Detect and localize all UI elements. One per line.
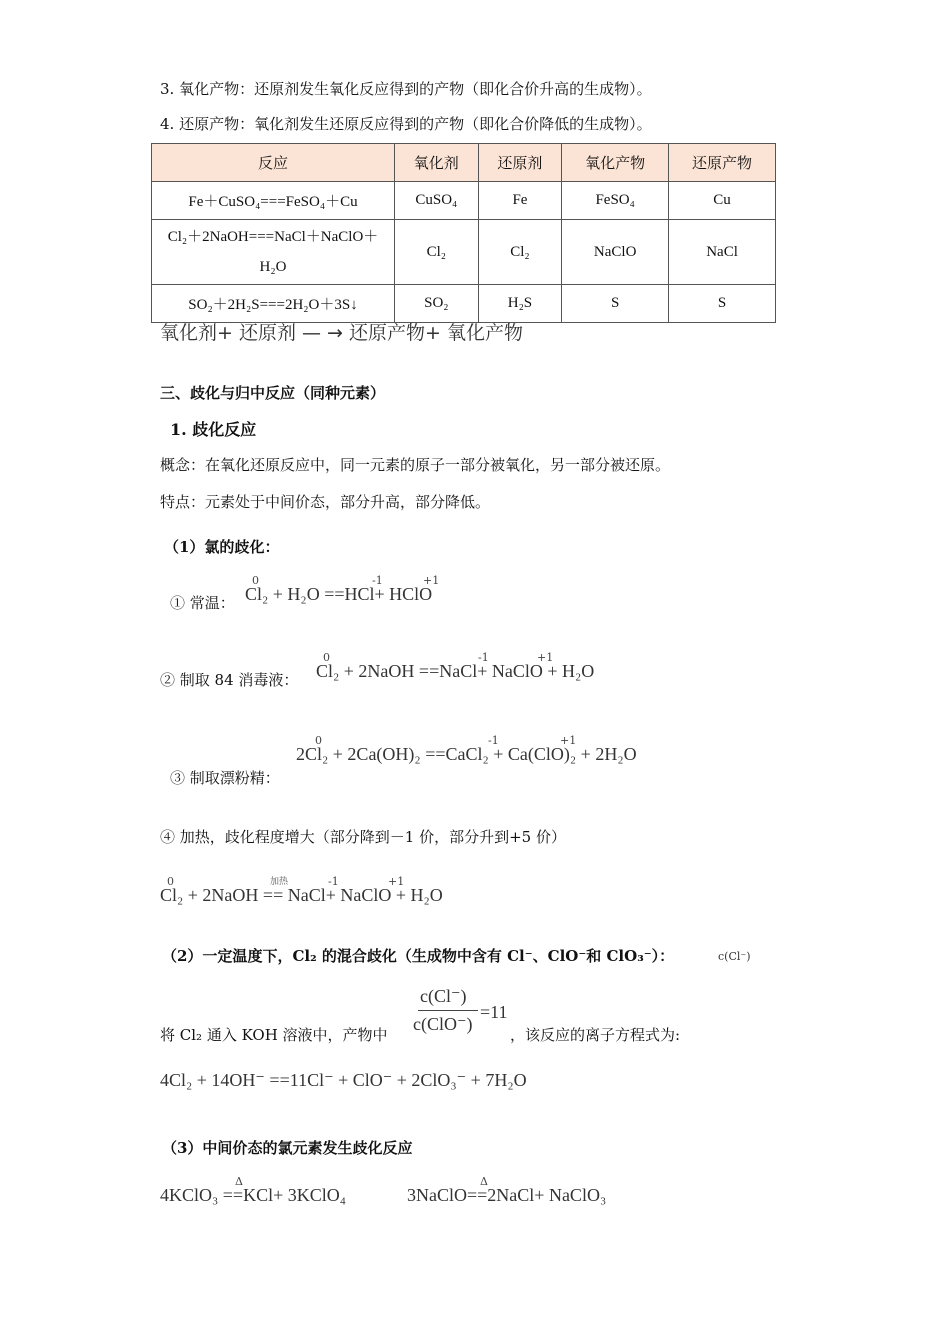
table-row [152,220,776,285]
table-cell: FeSO₄ [562,182,669,220]
equation: Cl₂ + H₂O ==HCl+ HClO [245,584,433,604]
table-cell: Cl₂ [395,220,479,285]
oxidation-number: -1 [488,734,499,747]
table-cell: Fe [478,182,562,220]
heading-intermediate-valence: （3）中间价态的氯元素发生歧化反应 [162,1139,413,1157]
reaction-condition: 加热 [270,877,289,887]
table-cell: Fe＋CuSO₄===FeSO₄＋Cu [152,182,395,220]
delta-symbol: Δ [235,1175,243,1188]
item-label: ① 常温： [170,594,235,612]
oxidation-number: +1 [388,875,405,888]
item-label: ② 制取 84 消毒液： [160,671,299,689]
oxidation-number: -1 [328,875,339,888]
oxidation-number: 0 [167,875,174,888]
heading-chlorine-disproportionation: （1）氯的歧化： [164,538,280,556]
heading-tail-text: c(Cl⁻) [718,950,751,963]
table-cell: H₂S [478,285,562,323]
table-cell: NaClO [562,220,669,285]
section-title: 三、歧化与归中反应（同种元素） [160,384,386,402]
table-cell: Cl₂＋2NaOH===NaCl＋NaClO＋H₂O [152,220,395,285]
ratio-value: =11 [480,1002,508,1022]
table-cell: SO₂ [395,285,479,323]
table-cell: S [669,285,776,323]
oxidation-number: +1 [560,734,577,747]
table-cell: Cu [669,182,776,220]
item-label: ③ 制取漂粉精： [170,769,280,787]
table-cell: S [562,285,669,323]
paragraph-reduction-product: 4. 还原产物：氧化剂发生还原反应得到的产物（即化合价降低的生成物）。 [160,115,652,133]
item-label: ④ 加热，歧化程度增大（部分降到－1 价，部分升到+5 价） [160,828,566,846]
equation: 3NaClO==2NaCl+ NaClO₃ [407,1185,607,1205]
feature-text: 特点：元素处于中间价态，部分升高，部分降低。 [160,493,491,511]
fraction-bar [418,1010,478,1011]
equation: 4KClO₃ ==KCl+ 3KClO₄ [160,1185,347,1205]
equation: Cl₂ + 2NaOH ==NaCl+ NaClO + H₂O [316,661,595,681]
table-header-cell: 氧化产物 [562,144,669,182]
subsection-title: 1. 歧化反应 [170,420,257,439]
table-cell: CuSO₄ [395,182,479,220]
ratio-numerator: c(Cl⁻) [420,986,467,1006]
table-row [152,182,776,220]
equation: 2Cl₂ + 2Ca(OH)₂ ==CaCl₂ + Ca(ClO)₂ + 2H₂O [296,744,637,764]
table-cell: SO₂＋2H₂S===2H₂O＋3S↓ [152,285,395,323]
table-cell: Cl₂ [478,220,562,285]
table-header-cell: 还原产物 [669,144,776,182]
table-cell: NaCl [669,220,776,285]
delta-symbol: Δ [480,1175,488,1188]
ratio-line-text: 将 Cl₂ 通入 KOH 溶液中，产物中 [160,1026,388,1044]
oxidation-number: 0 [323,651,330,664]
summary-formula: 氧化剂+ 还原剂 — → 还原产物+ 氧化产物 [160,322,523,344]
oxidation-number: +1 [423,574,440,587]
oxidation-number: -1 [478,651,489,664]
table-row [152,285,776,323]
table-header-cell: 还原剂 [478,144,562,182]
oxidation-number: -1 [372,574,383,587]
ratio-line-tail: ，该反应的离子方程式为: [510,1026,681,1044]
paragraph-oxidation-product: 3. 氧化产物：还原剂发生氧化反应得到的产物（即化合价升高的生成物）。 [160,80,652,98]
equation: Cl₂ + 2NaOH == NaCl+ NaClO + H₂O [160,885,443,905]
ratio-denominator: c(ClO⁻) [413,1014,473,1034]
heading-mixed-disproportionation: （2）一定温度下，Cl₂ 的混合歧化（生成物中含有 Cl⁻、ClO⁻和 ClO₃⁻）： [162,947,675,965]
table-header-cell: 氧化剂 [395,144,479,182]
concept-text: 概念：在氧化还原反应中，同一元素的原子一部分被氧化，另一部分被还原。 [160,456,671,474]
redox-table [151,143,776,323]
table-header-row [152,144,776,182]
oxidation-number: +1 [537,651,554,664]
oxidation-number: 0 [252,574,259,587]
table-header-cell: 反应 [152,144,395,182]
equation: 4Cl₂ + 14OH⁻ ==11Cl⁻ + ClO⁻ + 2ClO₃⁻ + 7H₂O [160,1070,527,1090]
oxidation-number: 0 [315,734,322,747]
